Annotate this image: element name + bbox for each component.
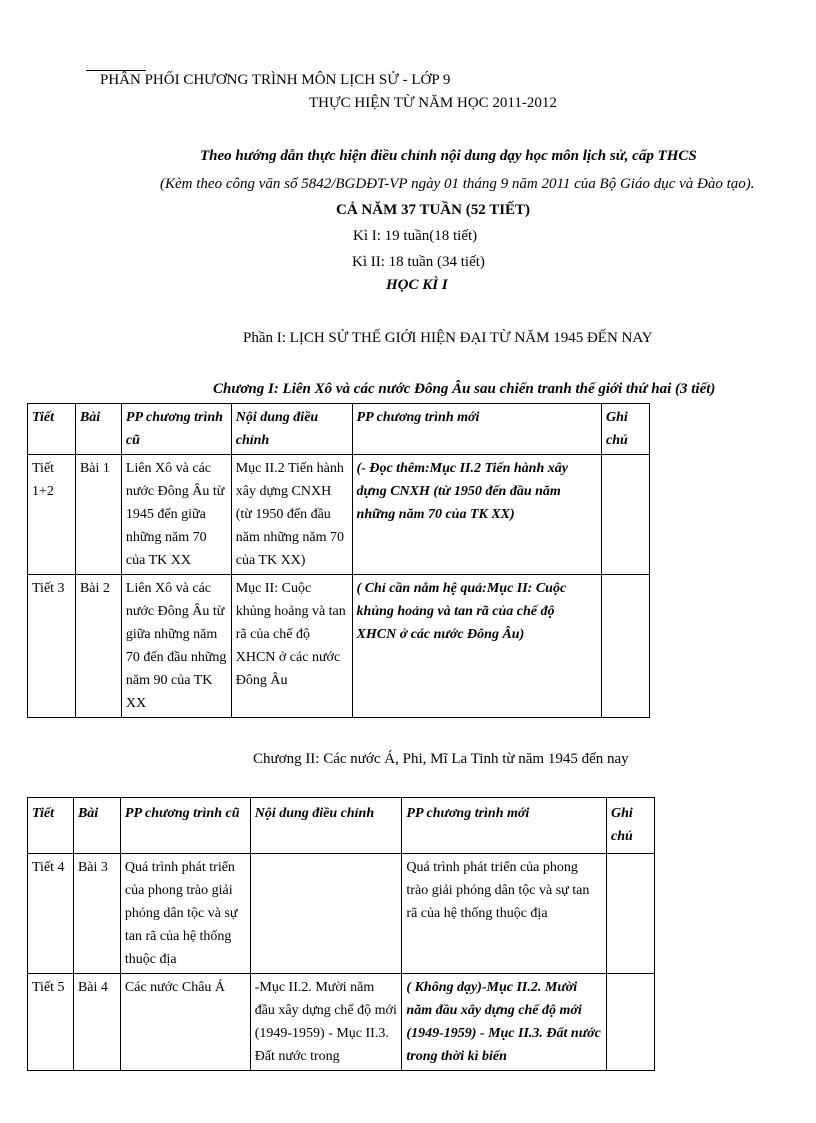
table-header-row bbox=[28, 404, 650, 455]
cell-new-program: Quá trình phát triển của phong trào giải phóng dân tộc và sự tan rã của hệ thống thuộc địa bbox=[402, 854, 607, 974]
title-underline bbox=[86, 70, 146, 71]
cell-tiet: Tiết 5 bbox=[28, 974, 74, 1071]
part1-title: Phần I: LỊCH SỬ THẾ GIỚI HIỆN ĐẠI TỪ NĂM 1945 ĐẾN NAY bbox=[243, 330, 653, 346]
cell-new-program: ( Không dạy)-Mục II.2. Mười năm đầu xây dựng chế độ mới (1949-1959) - Mục II.3. Đất nước trong thời kì biến bbox=[402, 974, 607, 1071]
cell-old-program: Liên Xô và các nước Đông Âu từ 1945 đến giữa những năm 70 của TK XX bbox=[121, 455, 231, 575]
cell-adjustment: Mục II: Cuộc khủng hoảng và tan rã của chế độ XHCN ở các nước Đông Âu bbox=[231, 575, 352, 718]
cell-tiet: Tiết 4 bbox=[28, 854, 74, 974]
header-adjustment: Nội dung điều chỉnh bbox=[250, 798, 402, 854]
guideline-reference: (Kèm theo công văn số 5842/BGDĐT-VP ngày 01 tháng 9 năm 2011 của Bộ Giáo dục và Đào tạo). bbox=[160, 176, 755, 192]
cell-old-program: Quá trình phát triển của phong trào giải phóng dân tộc và sự tan rã của hệ thống thuộc địa bbox=[120, 854, 250, 974]
chapter1-table bbox=[27, 403, 650, 718]
term-heading: HỌC KÌ I bbox=[386, 277, 448, 293]
header-new-program: PP chương trình mới bbox=[352, 404, 601, 455]
document-subtitle: THỰC HIỆN TỪ NĂM HỌC 2011-2012 bbox=[309, 95, 557, 111]
guideline-heading: Theo hướng dẫn thực hiện điều chỉnh nội dung dạy học môn lịch sử, cấp THCS bbox=[200, 148, 697, 164]
cell-new-program: ( Chỉ cần nắm hệ quả:Mục II: Cuộc khủng hoảng và tan rã của chế độ XHCN ở các nước Đông Âu) bbox=[352, 575, 601, 718]
chapter2-table bbox=[27, 797, 655, 1071]
cell-note bbox=[607, 854, 655, 974]
header-note: Ghi chú bbox=[607, 798, 655, 854]
cell-bai: Bài 1 bbox=[75, 455, 121, 575]
term1-info: Kì I: 19 tuần(18 tiết) bbox=[353, 228, 478, 244]
header-tiet: Tiết bbox=[28, 798, 74, 854]
cell-adjustment: Mục II.2 Tiến hành xây dựng CNXH (từ 1950 đến đầu năm những năm 70 của TK XX) bbox=[231, 455, 352, 575]
cell-old-program: Các nước Châu Á bbox=[120, 974, 250, 1071]
cell-bai: Bài 2 bbox=[75, 575, 121, 718]
header-old-program: PP chương trình cũ bbox=[121, 404, 231, 455]
cell-adjustment: -Mục II.2. Mười năm đầu xây dựng chế độ mới (1949-1959) - Mục II.3. Đất nước trong bbox=[250, 974, 402, 1071]
table-header-row bbox=[28, 798, 655, 854]
header-note: Ghi chú bbox=[602, 404, 650, 455]
table-row bbox=[28, 575, 650, 718]
header-old-program: PP chương trình cũ bbox=[120, 798, 250, 854]
table-row bbox=[28, 455, 650, 575]
header-bai: Bài bbox=[75, 404, 121, 455]
table-row bbox=[28, 854, 655, 974]
document-title: PHÂN PHỐI CHƯƠNG TRÌNH MÔN LỊCH SỬ - LỚP 9 bbox=[100, 72, 451, 88]
header-tiet: Tiết bbox=[28, 404, 76, 455]
header-bai: Bài bbox=[73, 798, 120, 854]
chapter2-title: Chương II: Các nước Á, Phi, Mĩ La Tinh từ năm 1945 đến nay bbox=[253, 751, 629, 767]
cell-note bbox=[602, 455, 650, 575]
cell-new-program: (- Đọc thêm:Mục II.2 Tiến hành xây dựng CNXH (từ 1950 đến đầu năm những năm 70 của TK XX) bbox=[352, 455, 601, 575]
cell-adjustment bbox=[250, 854, 402, 974]
cell-note bbox=[602, 575, 650, 718]
header-new-program: PP chương trình mới bbox=[402, 798, 607, 854]
cell-old-program: Liên Xô và các nước Đông Âu từ giữa những năm 70 đến đầu những năm 90 của TK XX bbox=[121, 575, 231, 718]
chapter1-title: Chương I: Liên Xô và các nước Đông Âu sau chiến tranh thế giới thứ hai (3 tiết) bbox=[213, 381, 716, 397]
term2-info: Kì II: 18 tuần (34 tiết) bbox=[352, 254, 485, 270]
cell-bai: Bài 4 bbox=[73, 974, 120, 1071]
cell-bai: Bài 3 bbox=[73, 854, 120, 974]
year-total: CẢ NĂM 37 TUẦN (52 TIẾT) bbox=[336, 202, 531, 218]
cell-tiet: Tiết 1+2 bbox=[28, 455, 76, 575]
cell-tiet: Tiết 3 bbox=[28, 575, 76, 718]
header-adjustment: Nội dung điều chỉnh bbox=[231, 404, 352, 455]
table-row bbox=[28, 974, 655, 1071]
cell-note bbox=[607, 974, 655, 1071]
